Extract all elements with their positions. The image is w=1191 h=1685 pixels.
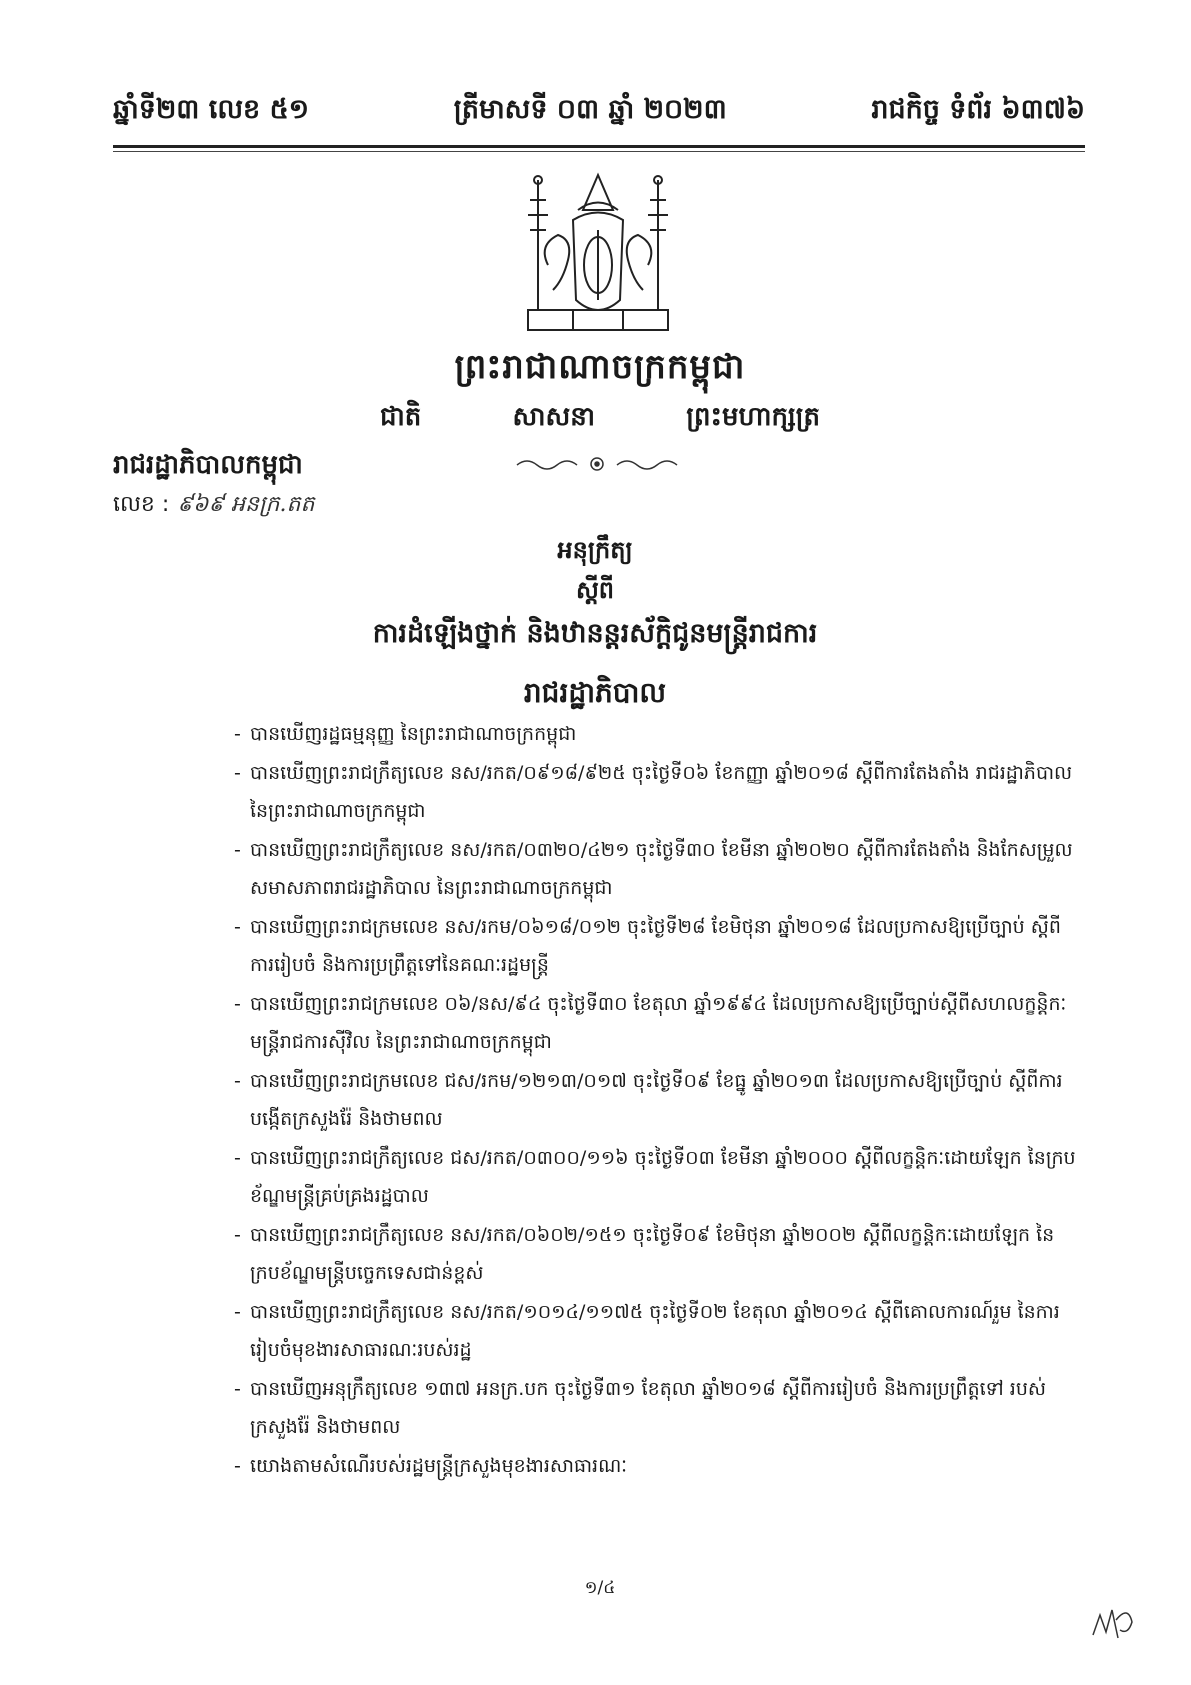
kingdom-title: ព្រះរាជាណាចក្រកម្ពុជា: [454, 347, 746, 387]
handwritten-initial-icon: [1088, 1600, 1138, 1645]
preamble-clause: - បានឃើញព្រះរាជក្រឹត្យលេខ នស/រកត/០៣២០/៤២១ ចុះថ្ងៃទី៣០ ខែមីនា ឆ្នាំ២០២០ ស្តីពីការតែងតាំង និងកែសម្រួលសមាសភាពរាជរដ្ឋាភិបាល នៃព្រះរាជាណាចក្រកម្ពុជា: [238, 831, 1080, 908]
preamble-clause: - បានឃើញព្រះរាជក្រឹត្យលេខ ជស/រកត/០៣០០/១១៦ ចុះថ្ងៃទី០៣ ខែមីនា ឆ្នាំ២០០០ ស្តីពីលក្ខន្តិកៈដោយឡែក នៃក្របខ័ណ្ឌមន្ត្រីគ្រប់គ្រងរដ្ឋបាល: [238, 1139, 1080, 1216]
preamble-clauses: [238, 715, 1080, 1485]
document-about: ស្តីពី: [575, 576, 615, 604]
preamble-clause: - បានឃើញព្រះរាជក្រឹត្យលេខ នស/រកត/១០១៤/១១៧៥ ចុះថ្ងៃទី០២ ខែតុលា ឆ្នាំ២០១៤ ស្តីពីគោលការណ៍រួម នៃការរៀបចំមុខងារសាធារណៈរបស់រដ្ឋ: [238, 1293, 1080, 1370]
motto-religion: សាសនា: [512, 402, 596, 432]
preamble-clause: - បានឃើញអនុក្រឹត្យលេខ ១៣៧ អនក្រ.បក ចុះថ្ងៃទី៣១ ខែតុលា ឆ្នាំ២០១៨ ស្តីពីការរៀបចំ និងការប្រព្រឹត្តទៅ របស់ក្រសួងរ៉ែ និងថាមពល: [238, 1370, 1080, 1447]
decorative-flourish-icon: [515, 453, 680, 475]
reference-label: លេខ :: [113, 492, 170, 517]
motto-nation: ជាតិ: [380, 402, 422, 432]
government-name: រាជរដ្ឋាភិបាលកម្ពុជា: [113, 450, 303, 480]
preamble-clause: - បានឃើញព្រះរាជក្រមលេខ ០៦/នស/៩៤ ចុះថ្ងៃទី៣០ ខែតុលា ឆ្នាំ១៩៩៤ ដែលប្រកាសឱ្យប្រើច្បាប់ស្តីពីសហលក្ខន្តិកៈ មន្ត្រីរាជការស៊ីវិល នៃព្រះរាជាណាចក្រកម្ពុជា: [238, 985, 1080, 1062]
gazette-quarter: ត្រីមាសទី ០៣ ឆ្នាំ ២០២៣: [453, 93, 727, 125]
gazette-year-issue: ឆ្នាំទី២៣ លេខ ៥១: [113, 93, 310, 125]
preamble-clause: - បានឃើញព្រះរាជក្រមលេខ ជស/រកម/១២១៣/០១៧ ចុះថ្ងៃទី០៩ ខែធ្នូ ឆ្នាំ២០១៣ ដែលប្រកាសឱ្យប្រើច្បាប់ ស្តីពីការបង្កើតក្រសួងរ៉ែ និងថាមពល: [238, 1062, 1080, 1139]
motto-king: ព្រះមហាក្សត្រ: [686, 402, 820, 432]
gazette-page-number: រាជកិច្ច ទំព័រ ៦៣៧៦: [871, 93, 1085, 125]
document-type: អនុក្រឹត្យ: [557, 536, 633, 564]
preamble-clause: - បានឃើញព្រះរាជក្រមលេខ នស/រកម/០៦១៨/០១២ ចុះថ្ងៃទី២៨ ខែមិថុនា ឆ្នាំ២០១៨ ដែលប្រកាសឱ្យប្រើច្បាប់ ស្តីពីការរៀបចំ និងការប្រព្រឹត្តទៅនៃគណៈរដ្ឋមន្ត្រី: [238, 908, 1080, 985]
document-subject: ការដំឡើងថ្នាក់ និងឋានន្តរស័ក្តិជូនមន្ត្រីរាជការ: [372, 618, 818, 649]
header-rule: [113, 145, 1085, 148]
preamble-clause: - យោងតាមសំណើរបស់រដ្ឋមន្ត្រីក្រសួងមុខងារសាធារណៈ: [238, 1447, 1080, 1486]
gazette-header: [113, 88, 1085, 136]
royal-coat-of-arms-icon: [508, 170, 688, 340]
document-issuer: រាជរដ្ឋាភិបាល: [523, 676, 667, 709]
preamble-clause: - បានឃើញព្រះរាជក្រឹត្យលេខ នស/រកត/០៦០២/១៥១ ចុះថ្ងៃទី០៩ ខែមិថុនា ឆ្នាំ២០០២ ស្តីពីលក្ខន្តិកៈដោយឡែក នៃក្របខ័ណ្ឌមន្ត្រីបច្ចេកទេសជាន់ខ្ពស់: [238, 1216, 1080, 1293]
page-number: ១/៤: [584, 1578, 616, 1598]
header-rule-thin: [113, 151, 1085, 152]
reference-number: [113, 490, 314, 522]
reference-value: ៩៦៩ អនក្រ.តត: [177, 492, 315, 517]
preamble-clause: - បានឃើញរដ្ឋធម្មនុញ្ញ នៃព្រះរាជាណាចក្រកម្ពុជា: [238, 715, 1080, 754]
national-motto: [380, 400, 820, 438]
preamble-clause: - បានឃើញព្រះរាជក្រឹត្យលេខ នស/រកត/០៩១៨/៩២៥ ចុះថ្ងៃទី០៦ ខែកញ្ញា ឆ្នាំ២០១៨ ស្តីពីការតែងតាំង រាជរដ្ឋាភិបាល នៃព្រះរាជាណាចក្រកម្ពុជា: [238, 754, 1080, 831]
